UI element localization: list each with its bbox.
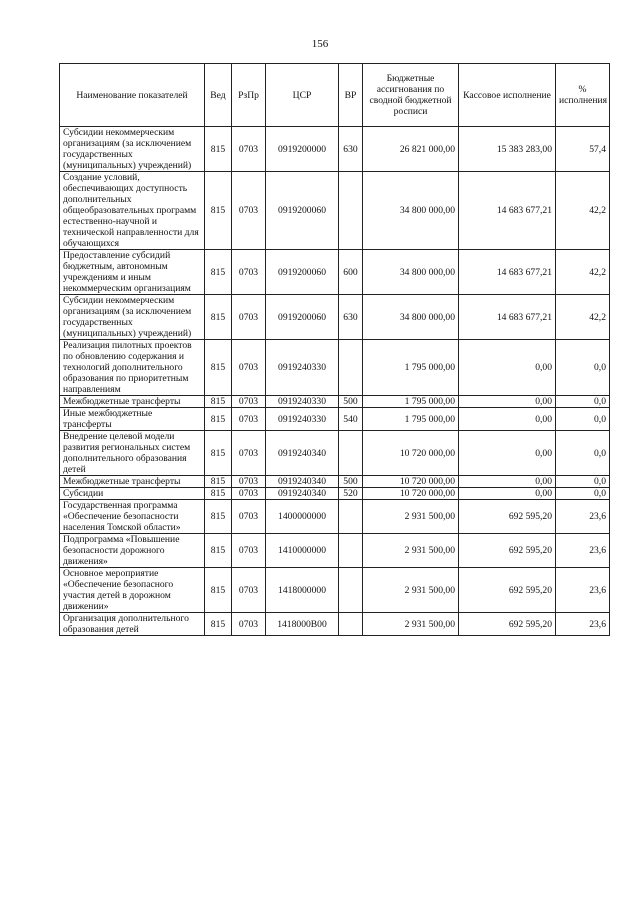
- row-cash: 0,00: [459, 408, 556, 431]
- row-rzpr: 0703: [232, 340, 266, 396]
- row-pct: 42,2: [556, 295, 610, 340]
- row-rzpr: 0703: [232, 500, 266, 534]
- row-pct: 23,6: [556, 500, 610, 534]
- table-row: [60, 568, 610, 613]
- row-budget: 2 931 500,00: [363, 613, 459, 636]
- row-pct: 0,0: [556, 408, 610, 431]
- row-cash: 692 595,20: [459, 613, 556, 636]
- row-rzpr: 0703: [232, 408, 266, 431]
- row-ved: 815: [205, 476, 232, 488]
- row-ved: 815: [205, 295, 232, 340]
- row-name: Субсидии: [60, 488, 205, 500]
- row-vr: 630: [339, 127, 363, 172]
- row-vr: 540: [339, 408, 363, 431]
- row-budget: 1 795 000,00: [363, 408, 459, 431]
- row-budget: 10 720 000,00: [363, 431, 459, 476]
- header-vr: ВР: [339, 64, 363, 127]
- row-csr: 1418000В00: [266, 613, 339, 636]
- row-rzpr: 0703: [232, 568, 266, 613]
- row-csr: 0919240340: [266, 431, 339, 476]
- row-cash: 14 683 677,21: [459, 250, 556, 295]
- row-csr: 0919200060: [266, 250, 339, 295]
- row-csr: 0919200000: [266, 127, 339, 172]
- row-budget: 2 931 500,00: [363, 500, 459, 534]
- row-rzpr: 0703: [232, 295, 266, 340]
- row-cash: 0,00: [459, 340, 556, 396]
- table-row: [60, 127, 610, 172]
- row-csr: 1418000000: [266, 568, 339, 613]
- row-ved: 815: [205, 250, 232, 295]
- row-cash: 0,00: [459, 431, 556, 476]
- row-name: Подпрограмма «Повышение безопасности дорожного движения»: [60, 534, 205, 568]
- row-vr: [339, 431, 363, 476]
- header-budget: Бюджетные ассигнования по сводной бюджетной росписи: [363, 64, 459, 127]
- row-name: Субсидии некоммерческим организациям (за исключением государственных (муниципальных) учреждений): [60, 127, 205, 172]
- row-cash: 692 595,20: [459, 534, 556, 568]
- row-cash: 692 595,20: [459, 568, 556, 613]
- row-vr: 630: [339, 295, 363, 340]
- row-csr: 0919240330: [266, 408, 339, 431]
- row-name: Межбюджетные трансферты: [60, 476, 205, 488]
- row-budget: 2 931 500,00: [363, 568, 459, 613]
- table-row: [60, 408, 610, 431]
- row-ved: 815: [205, 172, 232, 250]
- row-budget: 26 821 000,00: [363, 127, 459, 172]
- row-pct: 57,4: [556, 127, 610, 172]
- row-ved: 815: [205, 431, 232, 476]
- row-name: Реализация пилотных проектов по обновлению содержания и технологий дополнительного образования по приоритетным направлениям: [60, 340, 205, 396]
- row-pct: 23,6: [556, 534, 610, 568]
- row-pct: 23,6: [556, 568, 610, 613]
- row-csr: 1400000000: [266, 500, 339, 534]
- row-vr: [339, 613, 363, 636]
- table-row: [60, 534, 610, 568]
- row-csr: 0919200060: [266, 172, 339, 250]
- table-row: [60, 500, 610, 534]
- row-vr: 600: [339, 250, 363, 295]
- row-rzpr: 0703: [232, 396, 266, 408]
- row-budget: 1 795 000,00: [363, 396, 459, 408]
- row-ved: 815: [205, 613, 232, 636]
- row-cash: 0,00: [459, 396, 556, 408]
- row-ved: 815: [205, 127, 232, 172]
- row-ved: 815: [205, 488, 232, 500]
- row-budget: 10 720 000,00: [363, 488, 459, 500]
- row-rzpr: 0703: [232, 250, 266, 295]
- row-budget: 34 800 000,00: [363, 250, 459, 295]
- row-ved: 815: [205, 534, 232, 568]
- header-ved: Вед: [205, 64, 232, 127]
- table-row: [60, 295, 610, 340]
- row-rzpr: 0703: [232, 488, 266, 500]
- table-row: [60, 431, 610, 476]
- table-row: [60, 340, 610, 396]
- row-cash: 0,00: [459, 488, 556, 500]
- row-vr: 520: [339, 488, 363, 500]
- row-vr: [339, 500, 363, 534]
- header-pct: % исполнения: [556, 64, 610, 127]
- row-cash: 14 683 677,21: [459, 295, 556, 340]
- row-csr: 0919200060: [266, 295, 339, 340]
- row-cash: 14 683 677,21: [459, 172, 556, 250]
- row-ved: 815: [205, 568, 232, 613]
- row-name: Государственная программа «Обеспечение безопасности населения Томской области»: [60, 500, 205, 534]
- header-name: Наименование показателей: [60, 64, 205, 127]
- row-budget: 34 800 000,00: [363, 295, 459, 340]
- row-pct: 42,2: [556, 172, 610, 250]
- row-name: Внедрение целевой модели развития региональных систем дополнительного образования детей: [60, 431, 205, 476]
- table-row: [60, 488, 610, 500]
- row-cash: 692 595,20: [459, 500, 556, 534]
- row-pct: 0,0: [556, 488, 610, 500]
- row-budget: 1 795 000,00: [363, 340, 459, 396]
- row-vr: [339, 340, 363, 396]
- row-ved: 815: [205, 396, 232, 408]
- header-rzpr: РзПр: [232, 64, 266, 127]
- row-name: Субсидии некоммерческим организациям (за исключением государственных (муниципальных) учреждений): [60, 295, 205, 340]
- row-rzpr: 0703: [232, 172, 266, 250]
- row-csr: 0919240330: [266, 396, 339, 408]
- row-name: Организация дополнительного образования детей: [60, 613, 205, 636]
- table-row: [60, 396, 610, 408]
- row-name: Основное мероприятие «Обеспечение безопасного участия детей в дорожном движении»: [60, 568, 205, 613]
- row-ved: 815: [205, 500, 232, 534]
- row-csr: 0919240340: [266, 476, 339, 488]
- row-rzpr: 0703: [232, 431, 266, 476]
- row-cash: 0,00: [459, 476, 556, 488]
- row-csr: 1410000000: [266, 534, 339, 568]
- table-row: [60, 172, 610, 250]
- row-csr: 0919240330: [266, 340, 339, 396]
- row-csr: 0919240340: [266, 488, 339, 500]
- row-budget: 34 800 000,00: [363, 172, 459, 250]
- row-rzpr: 0703: [232, 476, 266, 488]
- row-vr: [339, 172, 363, 250]
- row-pct: 0,0: [556, 431, 610, 476]
- row-pct: 0,0: [556, 396, 610, 408]
- row-vr: [339, 534, 363, 568]
- row-pct: 0,0: [556, 340, 610, 396]
- row-vr: 500: [339, 396, 363, 408]
- row-vr: [339, 568, 363, 613]
- row-budget: 2 931 500,00: [363, 534, 459, 568]
- table-row: [60, 613, 610, 636]
- row-pct: 0,0: [556, 476, 610, 488]
- table-header-row: [60, 64, 610, 127]
- header-cash: Кассовое исполнение: [459, 64, 556, 127]
- page-number: 156: [311, 38, 329, 50]
- row-cash: 15 383 283,00: [459, 127, 556, 172]
- row-name: Предоставление субсидий бюджетным, автономным учреждениям и иным некоммерческим организациям: [60, 250, 205, 295]
- row-vr: 500: [339, 476, 363, 488]
- table-row: [60, 250, 610, 295]
- row-pct: 23,6: [556, 613, 610, 636]
- row-rzpr: 0703: [232, 127, 266, 172]
- row-name: Иные межбюджетные трансферты: [60, 408, 205, 431]
- row-budget: 10 720 000,00: [363, 476, 459, 488]
- row-rzpr: 0703: [232, 534, 266, 568]
- row-pct: 42,2: [556, 250, 610, 295]
- row-ved: 815: [205, 340, 232, 396]
- row-rzpr: 0703: [232, 613, 266, 636]
- row-name: Создание условий, обеспечивающих доступность дополнительных общеобразовательных программ естественно-научной и технической направленности для обучающихся: [60, 172, 205, 250]
- row-ved: 815: [205, 408, 232, 431]
- budget-execution-table: [59, 63, 610, 636]
- table-row: [60, 476, 610, 488]
- header-csr: ЦСР: [266, 64, 339, 127]
- row-name: Межбюджетные трансферты: [60, 396, 205, 408]
